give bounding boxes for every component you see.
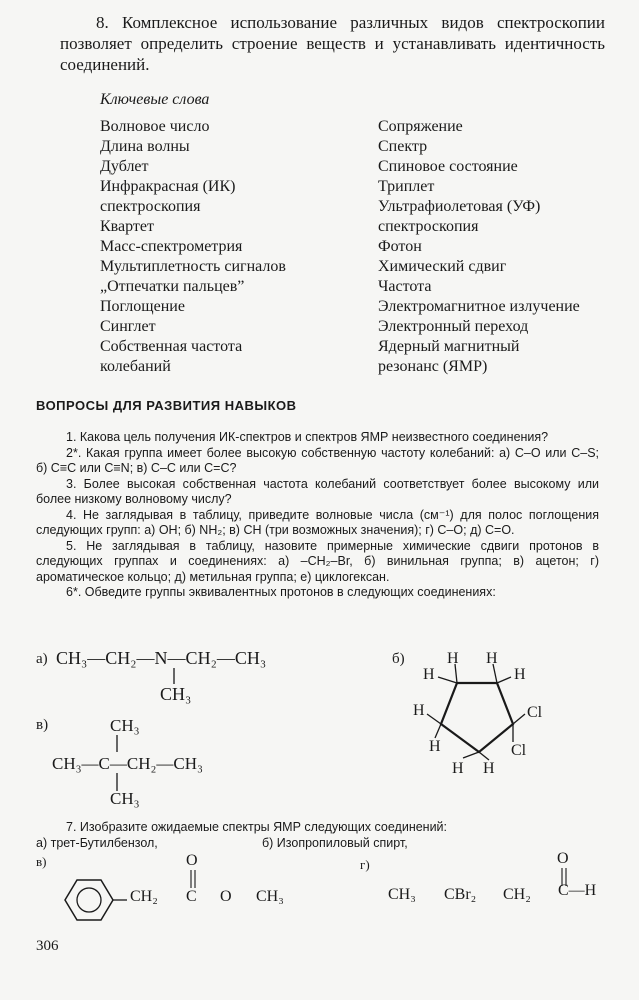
g-part: CH₂: [503, 886, 531, 903]
keyword: Ядерный магнитный: [378, 338, 520, 355]
questions-block: [36, 430, 599, 601]
keywords-title: Ключевые слова: [100, 91, 210, 108]
keyword: Квартет: [100, 218, 154, 235]
keyword: Фотон: [378, 238, 422, 255]
question-7-block: [36, 820, 599, 836]
keyword: Синглет: [100, 318, 156, 335]
keyword: Спиновое состояние: [378, 158, 518, 175]
v-double-bond: [186, 868, 200, 890]
keyword: Спектр: [378, 138, 428, 155]
keyword: Мультиплетность сигналов: [100, 258, 286, 275]
ring-h: H: [486, 650, 498, 667]
keyword: Длина волны: [100, 138, 190, 155]
structure-b-label: б): [392, 651, 405, 667]
v-part: CH₂: [130, 888, 158, 905]
v-part: O: [220, 888, 232, 905]
structure-v-formula: CH₃—C—CH₂—CH₃: [52, 754, 203, 773]
ring-cl: Cl: [527, 704, 543, 721]
ring-h: H: [452, 760, 464, 777]
ring-h: H: [483, 760, 495, 777]
keyword: „Отпечатки пальцев”: [100, 278, 245, 295]
keyword: Электронный переход: [378, 318, 529, 335]
keyword: Ультрафиолетовая (УФ): [378, 198, 541, 215]
structure-a-formula: CH₃—CH₂—N—CH₂—CH₃: [56, 648, 267, 668]
keywords-right-column: [378, 117, 580, 377]
question-3: 3. Более высокая собственная частота колебаний соответствует более высокому или более низкому волновому числу?: [36, 476, 599, 506]
keyword: Масс-спектрометрия: [100, 238, 243, 255]
structure-a-label: а): [36, 651, 48, 667]
question-1: 1. Какова цель получения ИК-спектров и спектров ЯМР неизвестного соединения?: [66, 430, 549, 444]
g-part: C—H: [558, 882, 597, 899]
keyword: Триплет: [378, 178, 435, 195]
structure-v-label: в): [36, 717, 49, 733]
intro-paragraph: 8. Комплексное использование различных видов спектроскопии позволяет определить строение веществ и устанавливать идентичность соединений.: [60, 13, 605, 74]
g-part: CH₃: [388, 886, 416, 903]
keyword: Частота: [378, 278, 432, 295]
keyword: Электромагнитное излучение: [378, 298, 580, 315]
q7-item-a: а) трет-Бутилбензол,: [36, 836, 158, 850]
keyword: спектроскопия: [378, 218, 479, 235]
benzene-ring: [55, 870, 195, 930]
q7-item-b: б) Изопропиловый спирт,: [262, 836, 408, 850]
keyword: Поглощение: [100, 298, 185, 315]
g-oxygen: O: [557, 850, 569, 867]
question-6: 6*. Обведите группы эквивалентных протонов в следующих соединениях:: [66, 585, 496, 599]
structure-a-substituent: CH₃: [160, 684, 192, 704]
keyword: Дублет: [100, 158, 149, 175]
keywords-left-column: [100, 117, 286, 377]
keyword: спектроскопия: [100, 198, 201, 215]
ring-h: H: [429, 738, 441, 755]
g-part: CBr₂: [444, 886, 477, 903]
v-oxygen: O: [186, 852, 198, 869]
ring-h: H: [447, 650, 459, 667]
v-part: CH₃: [256, 888, 284, 905]
v-part: C: [186, 888, 197, 905]
keyword: Химический сдвиг: [378, 258, 507, 275]
ring-h: H: [413, 702, 425, 719]
structure-v-bottom: CH₃: [110, 789, 140, 808]
question-7: 7. Изобразите ожидаемые спектры ЯМР следующих соединений:: [66, 820, 448, 834]
question-2: 2*. Какая группа имеет более высокую собственную частоту колебаний: а) C–O или C–S; б) C≡C или C≡N; в) C–C или C=C?: [36, 445, 599, 475]
structure-v-top: CH₃: [110, 716, 140, 735]
keyword: Собственная частота: [100, 338, 243, 355]
q7-item-g-label: г): [360, 857, 370, 872]
page-number: 306: [36, 938, 59, 954]
keyword: колебаний: [100, 358, 171, 375]
keyword: резонанс (ЯМР): [378, 358, 488, 375]
q7-item-v-label: в): [36, 854, 47, 869]
question-5: 5. Не заглядывая в таблицу, назовите примерные химические сдвиги протонов в следующих группах и соединениях: а) –CH₂–Br, б) винильная группа; в) ацетон; г) ароматическое кольцо; д) метильная группа; е) циклогексан.: [36, 538, 599, 584]
section-title: ВОПРОСЫ ДЛЯ РАЗВИТИЯ НАВЫКОВ: [36, 398, 297, 413]
ring-cl: Cl: [511, 742, 527, 759]
ring-h: H: [423, 666, 435, 683]
keyword: Волновое число: [100, 118, 210, 135]
ring-h: H: [514, 666, 526, 683]
question-4: 4. Не заглядывая в таблицу, приведите волновые числа (см⁻¹) для полос поглощения следующих групп: а) OH; б) NH₂; в) CH (три возможных значения); г) C–O; д) C=O.: [36, 507, 599, 537]
keyword: Сопряжение: [378, 118, 463, 135]
keyword: Инфракрасная (ИК): [100, 178, 236, 195]
